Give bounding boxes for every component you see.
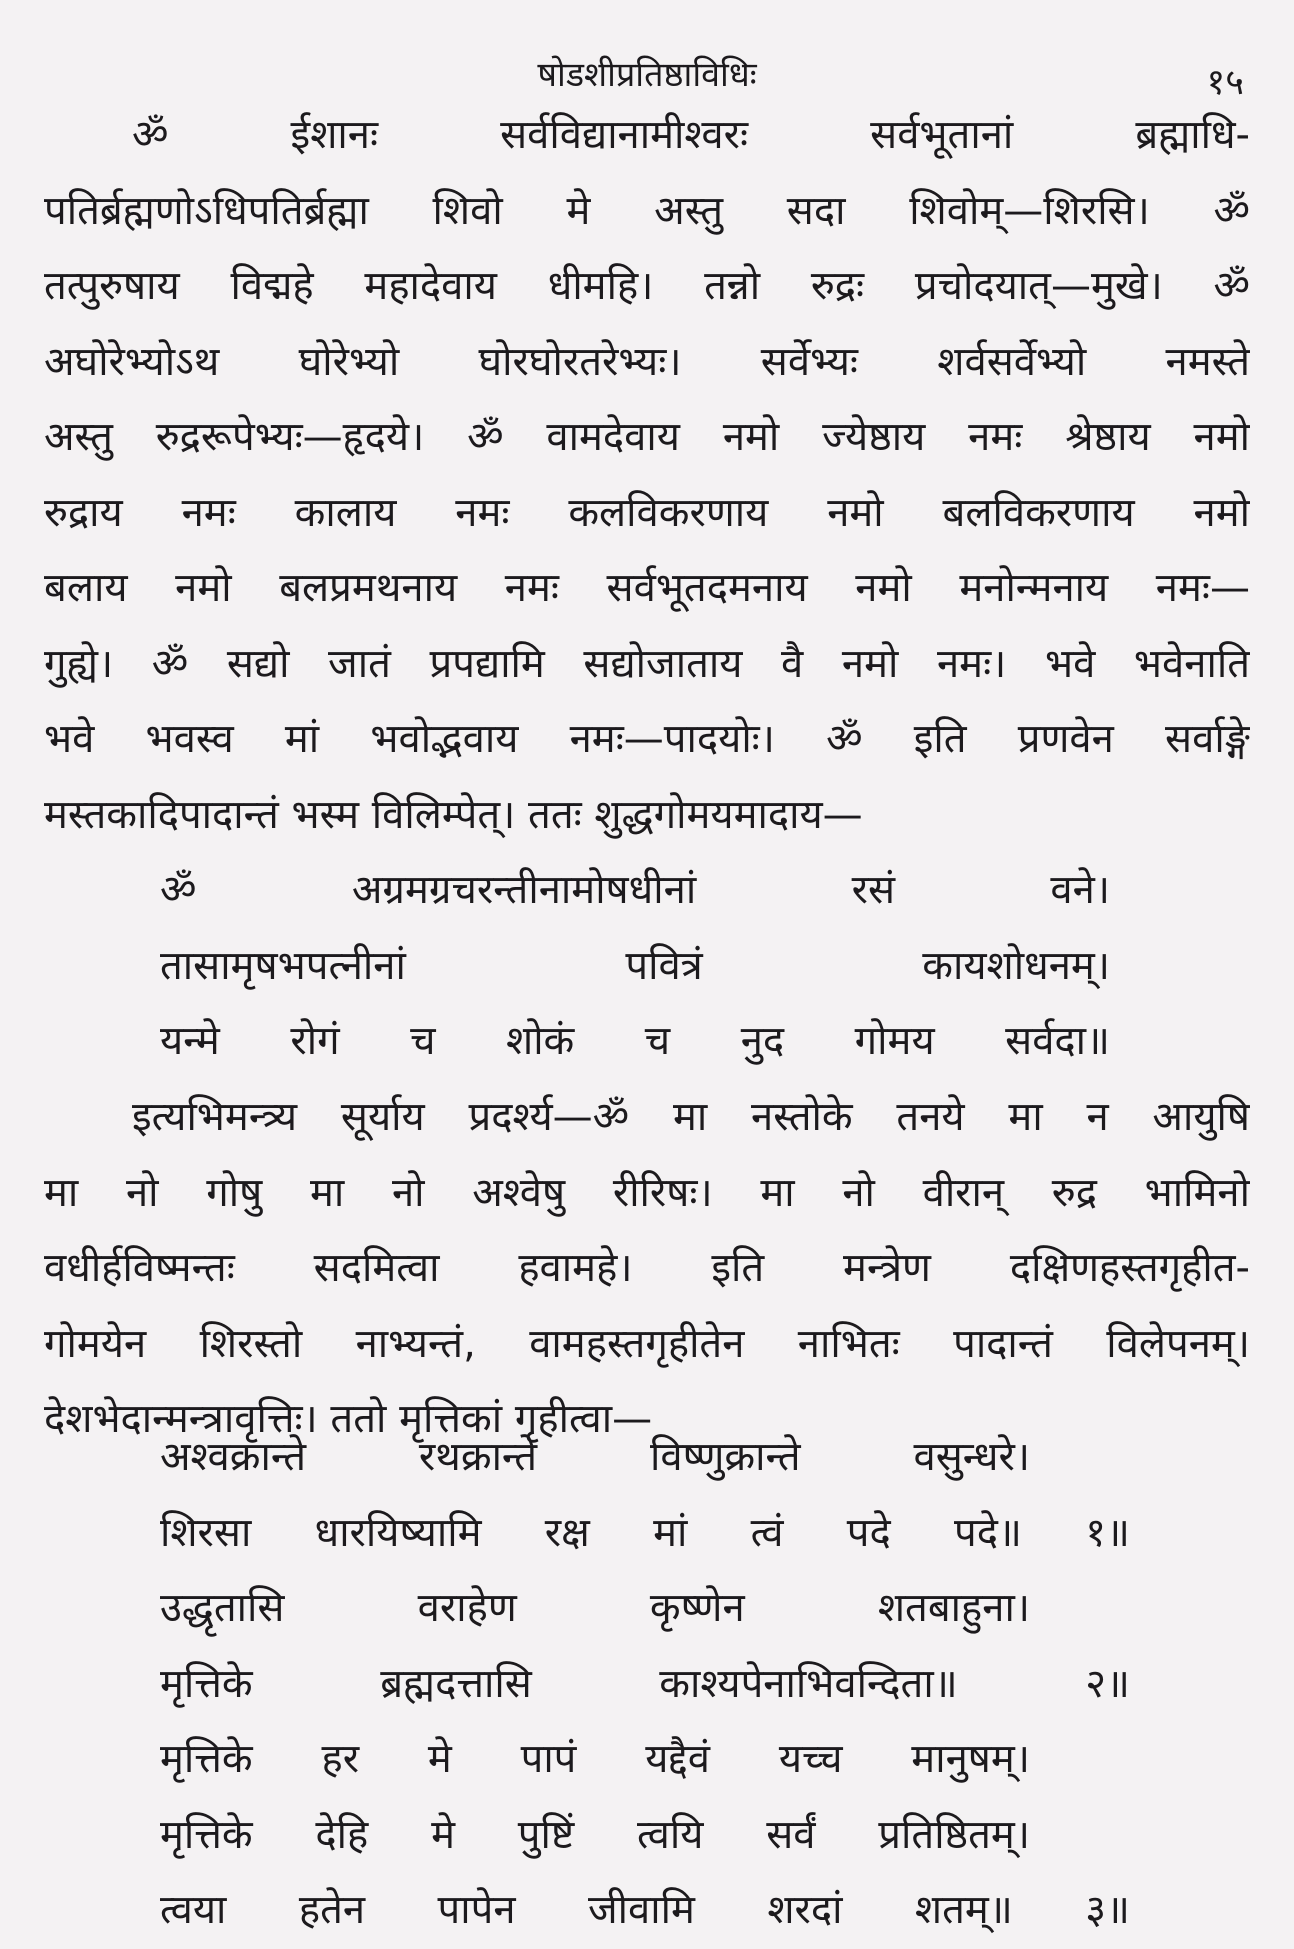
verse-line: अश्वक्रान्ते रथक्रान्ते विष्णुक्रान्ते वसुन्धरे। xyxy=(160,1434,1030,1480)
text-line: अघोरेभ्योऽथ घोरेभ्यो घोरघोरतरेभ्यः। सर्वेभ्यः शर्वसर्वेभ्यो नमस्ते xyxy=(44,338,1250,385)
page-number: १५ xyxy=(1206,62,1244,103)
text-line: मा नो गोषु मा नो अश्वेषु रीरिषः। मा नो वीरान् रुद्र भामिनो xyxy=(44,1169,1250,1216)
verse-line: तासामृषभपत्नीनां पवित्रं कायशोधनम्। xyxy=(160,942,1110,989)
text-line: तत्पुरुषाय विद्महे महादेवाय धीमहि। तन्नो रुद्रः प्रचोदयात्—मुखे। ॐ xyxy=(44,263,1250,309)
text-line: भवे भवस्व मां भवोद्भवाय नमः—पादयोः। ॐ इति प्रणवेन सर्वाङ्गे xyxy=(44,716,1250,762)
text-line: देशभेदान्मन्त्रावृत्तिः। ततो मृत्तिकां गृहीत्वा— xyxy=(44,1396,653,1442)
text-line: ॐ ईशानः सर्वविद्यानामीश्वरः सर्वभूतानां ब्रह्माधि- xyxy=(132,112,1250,158)
text-line: बलाय नमो बलप्रमथनाय नमः सर्वभूतदमनाय नमो मनोन्मनाय नमः— xyxy=(44,565,1250,611)
text-line: गुह्ये। ॐ सद्यो जातं प्रपद्यामि सद्योजाताय वै नमो नमः। भवे भवेनाति xyxy=(44,640,1250,687)
verse-block-2 xyxy=(160,1420,1130,1949)
text-line: गोमयेन शिरस्तो नाभ्यन्तं, वामहस्तगृहीतेन नाभितः पादान्तं विलेपनम्। xyxy=(44,1320,1250,1367)
verse-line: शिरसा धारयिष्यामि रक्ष मां त्वं पदे पदे॥ १॥ xyxy=(160,1509,1130,1556)
verse-line: यन्मे रोगं च शोकं च नुद गोमय सर्वदा॥ xyxy=(160,1018,1110,1064)
verse-line: ॐ अग्रमग्रचरन्तीनामोषधीनां रसं वने। xyxy=(160,867,1110,913)
verse-line: उद्धृतासि वराहेण कृष्णेन शतबाहुना। xyxy=(160,1585,1030,1631)
paragraph-2 xyxy=(44,1080,1250,1458)
text-line: रुद्राय नमः कालाय नमः कलविकरणाय नमो बलविकरणाय नमो xyxy=(44,489,1250,536)
text-line: अस्तु रुद्ररूपेभ्यः—हृदये। ॐ वामदेवाय नमो ज्येष्ठाय नमः श्रेष्ठाय नमो xyxy=(44,414,1250,460)
verse-line: त्वया हतेन पापेन जीवामि शरदां शतम्॥ ३॥ xyxy=(160,1887,1130,1933)
paragraph-1 xyxy=(44,98,1250,853)
text-line: मस्तकादिपादान्तं भस्म विलिम्पेत्। ततः शुद्धगोमयमादाय— xyxy=(44,791,863,838)
text-line: इत्यभिमन्त्र्य सूर्याय प्रदर्श्य—ॐ मा नस्तोके तनये मा न आयुषि xyxy=(132,1094,1250,1140)
verse-line: मृत्तिके देहि मे पुष्टिं त्वयि सर्वं प्रतिष्ठितम्। xyxy=(160,1811,1030,1858)
page-header-title: षोडशीप्रतिष्ठाविधिः xyxy=(537,55,757,95)
text-line: वधीर्हविष्मन्तः सदमित्वा हवामहे। इति मन्त्रेण दक्षिणहस्तगृहीत- xyxy=(44,1245,1250,1291)
verse-line: मृत्तिके हर मे पापं यद्दैवं यच्च मानुषम्। xyxy=(160,1736,1030,1782)
verse-block-1 xyxy=(160,853,1110,1080)
verse-line: मृत्तिके ब्रह्मदत्तासि काश्यपेनाभिवन्दिता॥ २॥ xyxy=(160,1660,1130,1707)
text-line: पतिर्ब्रह्मणोऽधिपतिर्ब्रह्मा शिवो मे अस्तु सदा शिवोम्—शिरसि। ॐ xyxy=(44,187,1250,234)
